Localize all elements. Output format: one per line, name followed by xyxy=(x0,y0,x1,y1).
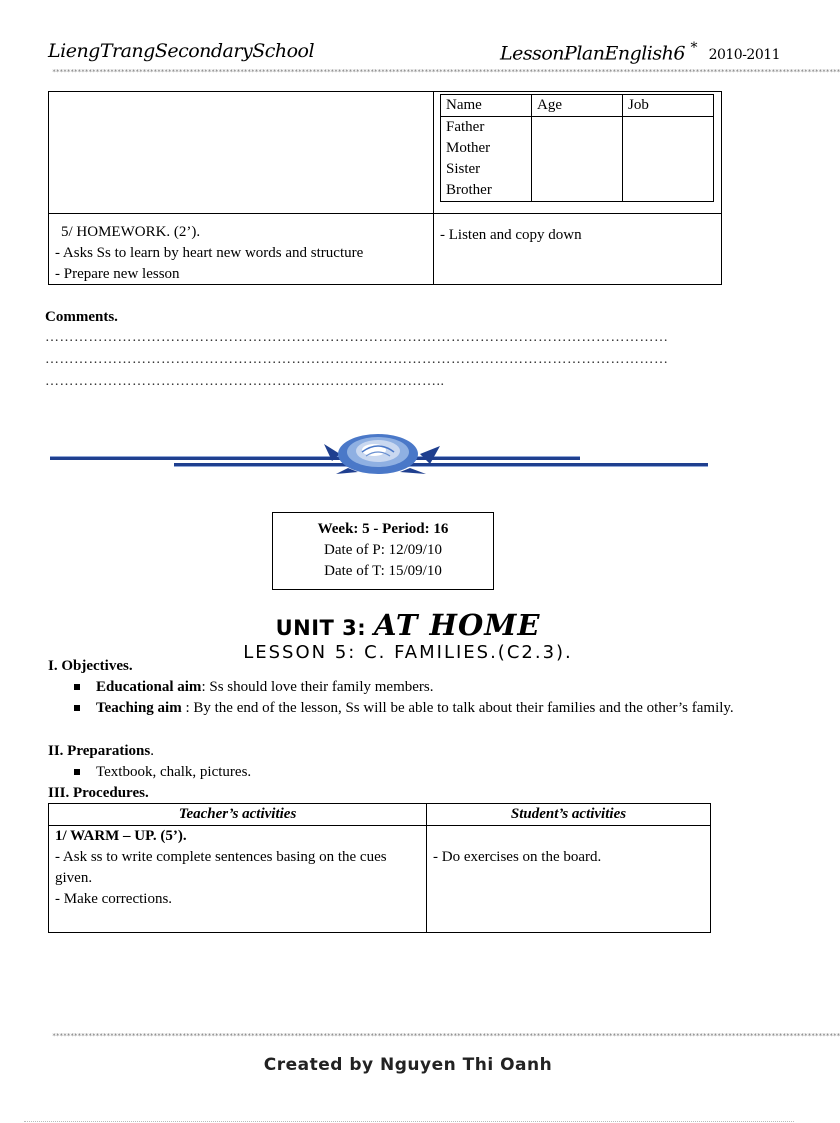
comment-line: ……………………………………………………………………….. xyxy=(45,374,445,389)
period-box xyxy=(272,512,494,590)
col-name: Name xyxy=(441,95,532,117)
lesson-title: LESSON 5: C. FAMILIES.(C2.3). xyxy=(243,642,573,663)
lesson-plan-title xyxy=(500,40,780,64)
rose-icon xyxy=(324,434,440,474)
teacher-activities-header: Teacher’s activities xyxy=(49,804,427,826)
job-cell xyxy=(623,117,714,202)
name-sister: Sister xyxy=(446,161,481,177)
warmup-corrections: - Make corrections. xyxy=(55,891,173,907)
warmup-teacher xyxy=(49,826,427,933)
activity-table-continued xyxy=(48,91,722,285)
warmup-instruction: - Ask ss to write complete sentences basing on the cues given. xyxy=(55,849,387,886)
educational-aim xyxy=(48,677,738,698)
objectives-heading: I. Objectives. xyxy=(48,658,133,674)
family-table-header xyxy=(441,95,714,117)
age-cell xyxy=(532,117,623,202)
week-period: Week: 5 - Period: 16 xyxy=(317,521,449,537)
school-year: 2010-2011 xyxy=(708,47,781,64)
warmup-title: 1/ WARM – UP. (5’). xyxy=(55,828,187,844)
rose-divider xyxy=(48,428,710,478)
name-brother: Brother xyxy=(446,182,492,198)
warmup-student-text: - Do exercises on the board. xyxy=(433,849,602,865)
preparations-list xyxy=(48,762,738,783)
unit-title xyxy=(0,608,816,642)
homework-line: - Asks Ss to learn by heart new words and structure xyxy=(55,245,364,261)
comment-line: ………………………………………………………………………………………………………………… xyxy=(45,330,669,345)
objectives-list xyxy=(48,677,738,719)
procedures-header-row xyxy=(49,804,711,826)
student-activities-header: Student’s activities xyxy=(427,804,711,826)
school-name: LiengTrangSecondarySchool xyxy=(48,40,315,62)
preparations-label: II. Preparations xyxy=(48,743,151,759)
teaching-aim xyxy=(48,698,738,719)
header-divider: ************************************************************************************************************************************************************************************************************************** xyxy=(52,68,840,76)
educational-aim-label: Educational aim xyxy=(96,679,202,695)
asterisk: * xyxy=(690,40,698,56)
teaching-aim-text: : By the end of the lesson, Ss will be able to talk about their families and the other’s family. xyxy=(181,700,734,716)
teaching-aim-label: Teaching aim xyxy=(96,700,182,716)
plan-name: LessonPlanEnglish6 xyxy=(500,42,685,65)
homework-line: - Prepare new lesson xyxy=(55,266,180,282)
family-table xyxy=(440,94,714,202)
comment-line: ………………………………………………………………………………………………………………… xyxy=(45,352,669,367)
procedures-heading: III. Procedures. xyxy=(48,785,149,801)
date-of-preparation: Date of P: 12/09/10 xyxy=(324,542,442,558)
unit-number: UNIT 3: xyxy=(275,616,374,640)
warmup-student xyxy=(427,826,711,933)
footer-credit: Created by Nguyen Thi Oanh xyxy=(263,1055,553,1075)
unit-name: AT HOME xyxy=(373,608,541,642)
homework-title: 5/ HOMEWORK. (2’). xyxy=(61,224,201,240)
preparations-period: . xyxy=(150,743,154,759)
col-age: Age xyxy=(532,95,623,117)
page-bottom-rule xyxy=(24,1121,794,1122)
col-job: Job xyxy=(623,95,714,117)
warmup-row xyxy=(49,826,711,933)
procedures-table xyxy=(48,803,711,933)
date-of-teaching: Date of T: 15/09/10 xyxy=(324,563,442,579)
family-table-body xyxy=(441,117,714,202)
name-mother: Mother xyxy=(446,140,491,156)
preparations-heading xyxy=(48,741,154,762)
homework-teacher xyxy=(55,222,427,285)
name-father: Father xyxy=(446,119,485,135)
preparation-item: Textbook, chalk, pictures. xyxy=(48,762,738,783)
comments-label: Comments. xyxy=(45,309,118,325)
educational-aim-text: : Ss should love their family members. xyxy=(201,679,434,695)
homework-student: - Listen and copy down xyxy=(440,227,582,243)
footer-divider: ************************************************************************************************************************************************************************************************************************** xyxy=(52,1032,840,1040)
